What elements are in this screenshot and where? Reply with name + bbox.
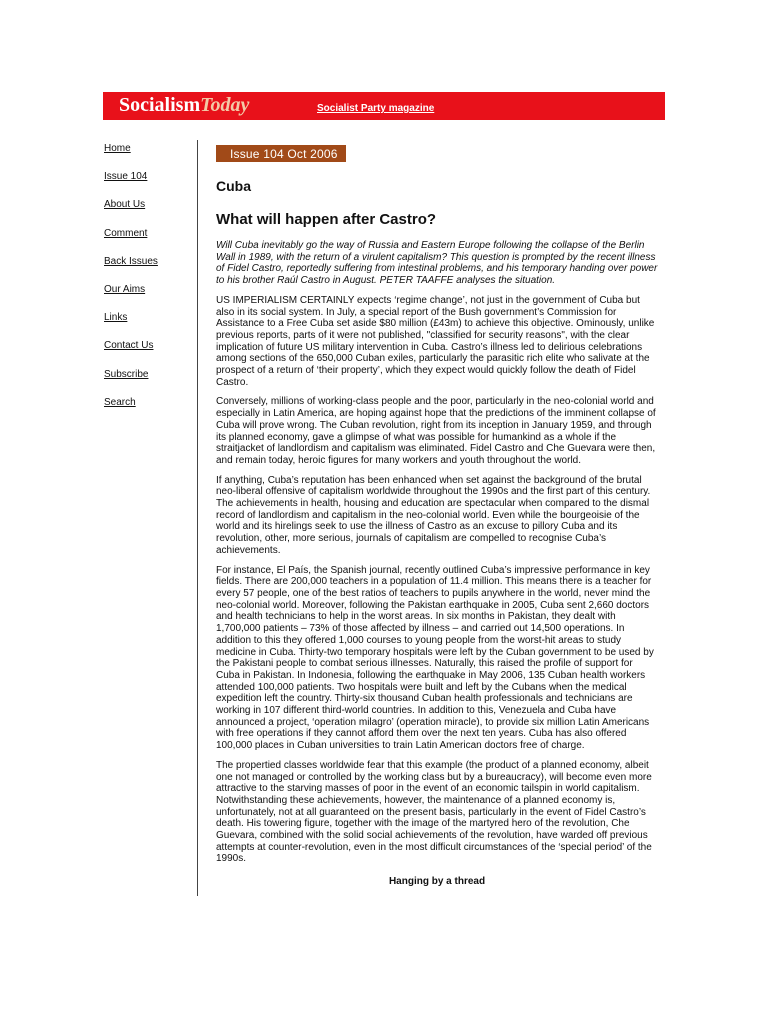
article-paragraph: The propertied classes worldwide fear that this example (the product of a planned economy, albeit one not managed or controlled by the working class but by a bureaucracy), will become even more attractive to the starving masses of poor in the event of an economic tailspin in world capitalism. Notwithstanding these achievements, however, the maintenance of a planned economy is, unfortunately, not at all guaranteed on the present basis, particularly in the event of Fidel Castro’s death. His towering figure, together with the image of the martyred hero of the revolution, Che Guevara, combined with the solid social achievements of the revolution, have warded off previous attempts at counter-revolution, even in the most difficult circumstances of the ‘special period’ of the 1990s. [216,759,652,865]
article-paragraph: If anything, Cuba’s reputation has been enhanced when set against the background of the brutal neo-liberal offensive of capitalism worldwide throughout the 1990s and the first part of this century. The achievements in health, housing and education are spectacular when compared to the dismal record of landlordism and capitalism in the neo-colonial world. Even while the bourgeoisie of the world and its hirelings seek to use the illness of Castro as an excuse to pillory Cuba and its revolution, other, more serious, journals of capitalism are compelled to recognise Cuba’s achievements. [216,474,651,556]
article-paragraph: For instance, El País, the Spanish journal, recently outlined Cuba’s impressive performance in key fields. There are 200,000 teachers in a population of 11.4 million. This means there is a teacher for every 57 people, one of the best ratios of teachers to pupils anywhere in the world, never mind the neo-colonial world. Moreover, following the Pakistan earthquake in 2005, Cuba sent 2,660 doctors and health technicians to help in the worst areas. In six months in Pakistan, they dealt with 1,700,000 patients – 73% of those affected by illness – and carried out 14,500 operations. In addition to this they offered 1,000 courses to young people from the worst-hit areas to study medicine in Cuba. Thirty-two temporary hospitals were left by the Cuban government to be used by the Pakistani people to combat serious illnesses. Naturally, this raised the profile of support for Cuba in Pakistan. In Indonesia, following the earthquake in May 2006, 135 Cuban health workers attended 100,000 patients. Two hospitals were built and left by the Cubans when the medical expedition left the country. Thirty-six thousand Cuban health professionals and technicians are working in 107 different third-world countries. In addition to this, Venezuela and Cuba have announced a project, ‘operation milagro’ (operation miracle), to provide six million Latin Americans with free operations if they cannot afford them over the next ten years. Cuba has also offered 100,000 places in Cuban universities to train Latin American doctors free of charge. [216,564,654,752]
column-divider [197,140,198,896]
issue-badge: Issue 104 Oct 2006 [216,145,346,162]
nav-link-home[interactable]: Home [104,143,131,154]
article-standfirst: Will Cuba inevitably go the way of Russia and Eastern Europe following the collapse of the Berlin Wall in 1989, with the return of a virulent capitalism? This question is prompted by the recent illness of Fidel Castro, reportedly suffering from intestinal problems, and his temporary handing over power to his brother Raúl Castro in August. PETER TAAFFE analyses the situation. [216,240,658,287]
site-logo[interactable] [119,94,249,117]
sidebar-nav [104,143,194,425]
site-banner [103,92,665,120]
article-title: What will happen after Castro? [216,211,437,228]
nav-link-comment[interactable]: Comment [104,227,148,239]
nav-link-back-issues[interactable]: Back Issues [104,255,158,267]
nav-link-subscribe[interactable]: Subscribe [104,368,149,380]
article [216,145,658,887]
nav-link-our-aims[interactable]: Our Aims [104,283,146,295]
article-paragraph: Conversely, millions of working-class people and the poor, particularly in the neo-colonial world and especially in Latin America, are hoping against hope that the predictions of the imminent collapse of Cuba will prove wrong. The Cuban revolution, right from its inception in January 1959, and through its planned economy, gave a glimpse of what was possible for humankind as a whole if the straitjacket of landlordism and capitalism was eliminated. Fidel Castro and Che Guevara were then, and remain today, heroic figures for many workers and youth throughout the world. [216,396,656,466]
section-title: Cuba [216,178,251,194]
nav-link-search[interactable]: Search [104,396,136,408]
article-subheading: Hanging by a thread [388,876,486,888]
nav-link-contact-us[interactable]: Contact Us [104,340,154,352]
nav-link-issue-104[interactable]: Issue 104 [104,171,148,183]
brand-accent: Today [200,94,250,116]
article-paragraph: US IMPERIALISM CERTAINLY expects ‘regime change’, not just in the government of Cuba but also in its social system. In July, a special report of the Bush government’s Commission for Assistance to a Free Cuba set aside $80 million (£43m) to achieve this objective. Ominously, unlike previous reports, parts of it were not published, "classified for security reasons", with the clear implication of future US military intervention in Cuba. Castro’s illness led to delirious celebrations among sections of the 650,000 Cuban exiles, particularly the parasitic rich elite who salivate at the prospect of a return of ‘their property’, which they expect would quickly follow the death of Fidel Castro. [216,294,655,388]
nav-link-links[interactable]: Links [104,312,128,324]
brand-main: Socialism [119,94,201,116]
tagline-link[interactable]: Socialist Party magazine [317,103,435,114]
nav-link-about-us[interactable]: About Us [104,199,146,211]
